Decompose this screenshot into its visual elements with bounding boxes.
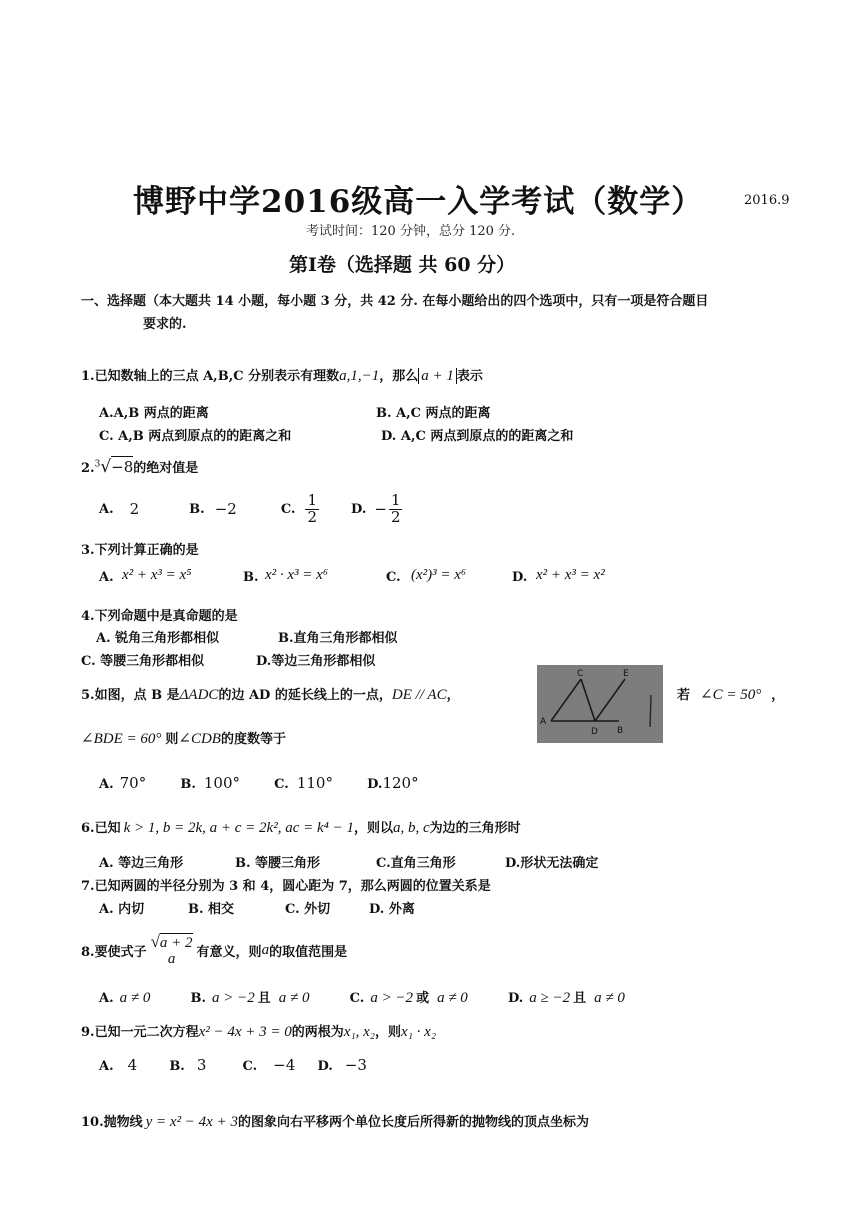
q2-option-d-fraction bbox=[389, 490, 403, 526]
section-title: 第Ⅰ卷（选择题 共 60 分） bbox=[289, 254, 516, 276]
q9-option-c-label: C. bbox=[242, 1059, 258, 1074]
q4-option-d: D.等边三角形都相似 bbox=[256, 654, 376, 669]
q8-fraction bbox=[149, 933, 195, 968]
q5-stem-suffix: 的度数等于 bbox=[220, 732, 286, 747]
q8-option-d-label: D. bbox=[507, 991, 524, 1006]
q8-numerator bbox=[149, 933, 195, 952]
q6-stem-mid: ，则以 bbox=[353, 821, 393, 836]
q5-parallel: DE // AC bbox=[391, 687, 447, 703]
q9-roots: x₁, x₂ bbox=[343, 1024, 376, 1040]
q3-option-b-label: B. bbox=[243, 570, 259, 585]
q5-stem-line-2 bbox=[81, 728, 286, 748]
q2-option-a-label: A. bbox=[99, 501, 114, 517]
q5-angle-cdb: ∠CDB bbox=[178, 731, 221, 747]
q8-stem-prefix: 8.要使式子 bbox=[81, 944, 147, 960]
q10-equation: y = x² − 4x + 3 bbox=[145, 1114, 238, 1130]
q1-option-a: A.A,B 两点的距离 bbox=[99, 406, 209, 421]
q8-option-c-expr-1: a > −2 bbox=[370, 990, 414, 1006]
question-9-stem bbox=[81, 1021, 436, 1041]
q8-option-a-label: A. bbox=[99, 991, 114, 1006]
q1-vars: a,1,−1 bbox=[339, 368, 380, 384]
instruction-line-2: 要求的. bbox=[143, 317, 187, 332]
q9-equation: x² − 4x + 3 = 0 bbox=[198, 1024, 292, 1040]
q1-stem-prefix: 1.已知数轴上的三点 A,B,C 分别表示有理数 bbox=[81, 369, 340, 384]
q5-option-c-value: 110° bbox=[296, 774, 333, 792]
q8-var: a bbox=[261, 941, 270, 958]
q8-option-b-and: 且 bbox=[257, 991, 271, 1006]
question-1-stem bbox=[81, 365, 483, 385]
question-10-stem bbox=[81, 1111, 589, 1131]
q5-condition bbox=[677, 684, 784, 704]
q5-comma: ， bbox=[446, 688, 460, 703]
q8-option-b-expr-2: a ≠ 0 bbox=[278, 990, 310, 1006]
q2-option-a-value: 2 bbox=[129, 500, 140, 518]
q5-then-word: 则 bbox=[165, 732, 179, 747]
q6-stem-prefix: 6.已知 bbox=[81, 821, 121, 836]
q8-denominator: a bbox=[167, 950, 176, 967]
q4-option-a: A. 锐角三角形都相似 bbox=[96, 631, 220, 646]
q1-stem-mid: ，那么 bbox=[379, 369, 419, 384]
q8-stem-suffix: 的取值范围是 bbox=[269, 944, 348, 960]
q4-option-b: B.直角三角形都相似 bbox=[278, 631, 398, 646]
q8-option-d-and: 且 bbox=[573, 991, 587, 1006]
triangle-diagram-icon bbox=[537, 665, 663, 743]
q5-option-b-label: B. bbox=[180, 777, 196, 792]
q8-stem-mid: 有意义，则 bbox=[196, 944, 262, 960]
question-8-stem bbox=[81, 929, 347, 971]
exam-subtitle: 考试时间：120 分钟，总分 120 分. bbox=[306, 224, 516, 239]
q3-option-d-label: D. bbox=[512, 570, 528, 585]
q5-option-a-value: 70° bbox=[119, 774, 147, 792]
q5-stem-prefix: 5.如图，点 B 是 bbox=[81, 688, 180, 703]
q2-option-c-numerator: 1 bbox=[307, 490, 318, 509]
question-5-stem bbox=[81, 684, 460, 704]
fig-label-c: C bbox=[577, 669, 584, 679]
q6-sides: a, b, c bbox=[392, 820, 430, 836]
q8-option-b-expr-1: a > −2 bbox=[212, 990, 255, 1006]
q5-option-d-value: 120° bbox=[382, 774, 419, 792]
q3-option-a-label: A. bbox=[99, 570, 114, 585]
q9-stem-then: ，则 bbox=[375, 1025, 402, 1040]
q2-stem-text: 的绝对值是 bbox=[133, 461, 199, 476]
q8-option-a-expr: a ≠ 0 bbox=[119, 990, 151, 1006]
q2-radicand: −8 bbox=[111, 458, 134, 476]
q9-option-b-label: B. bbox=[169, 1059, 185, 1074]
q5-option-d-label: D. bbox=[367, 777, 383, 792]
q5-options bbox=[99, 774, 419, 792]
q8-option-d-expr-1: a ≥ −2 bbox=[529, 990, 571, 1006]
q3-option-c-label: C. bbox=[386, 570, 401, 585]
q8-options bbox=[99, 987, 625, 1007]
q10-stem-prefix: 10.抛物线 bbox=[81, 1115, 143, 1130]
q5-option-a-label: A. bbox=[99, 777, 114, 792]
q2-option-c-label: C. bbox=[280, 501, 296, 517]
q9-stem-prefix: 9.已知一元二次方程 bbox=[81, 1025, 199, 1040]
q2-root-index: 3 bbox=[94, 459, 101, 470]
q5-angle-bde: ∠BDE = 60° bbox=[81, 731, 162, 747]
q9-option-b-value: 3 bbox=[196, 1056, 207, 1074]
q1-option-b: B. A,C 两点的距离 bbox=[376, 406, 491, 421]
q6-condition: k > 1, b = 2k, a + c = 2k², ac = k⁴ − 1 bbox=[123, 820, 354, 836]
q7-option-d: D. 外离 bbox=[369, 902, 415, 917]
q3-option-d-expr: x² + x³ = x² bbox=[536, 567, 605, 583]
q7-option-b: B. 相交 bbox=[188, 902, 235, 917]
fig-label-b: B bbox=[617, 726, 624, 736]
q2-option-b-label: B. bbox=[189, 501, 205, 517]
q4-option-c: C. 等腰三角形都相似 bbox=[81, 654, 205, 669]
q6-option-a: A. 等边三角形 bbox=[99, 856, 184, 871]
q6-option-b: B. 等腰三角形 bbox=[235, 856, 321, 871]
q1-abs-expression: a + 1 bbox=[418, 368, 457, 384]
q9-option-a-label: A. bbox=[99, 1059, 114, 1074]
fig-label-d: D bbox=[591, 727, 598, 737]
exam-title: 博野中学2016级高一入学考试（数学） bbox=[133, 184, 704, 220]
q9-options bbox=[99, 1056, 367, 1074]
q5-comma-2: ， bbox=[771, 688, 785, 703]
q8-option-b-label: B. bbox=[190, 991, 207, 1006]
q8-option-c-label: C. bbox=[349, 991, 365, 1006]
q5-option-b-value: 100° bbox=[203, 774, 241, 792]
q8-option-d-expr-2: a ≠ 0 bbox=[594, 990, 625, 1006]
q8-radicand: a + 2 bbox=[159, 934, 193, 951]
q5-triangle: ΔADC bbox=[179, 687, 219, 703]
q3-option-a-expr: x² + x³ = x⁵ bbox=[122, 567, 192, 583]
question-6-stem bbox=[81, 817, 521, 837]
q2-option-d-label: D. bbox=[351, 501, 367, 517]
q7-option-a: A. 内切 bbox=[99, 902, 145, 917]
q5-if-word: 若 bbox=[677, 688, 691, 703]
q5-stem-mid: 的边 AD 的延长线上的一点， bbox=[218, 688, 392, 703]
q2-option-c-fraction bbox=[305, 490, 319, 526]
radical-sign-icon: √ bbox=[100, 457, 112, 477]
q9-option-c-value: −4 bbox=[273, 1056, 296, 1074]
q9-product: x₁ · x₂ bbox=[401, 1024, 437, 1040]
radical-sign-icon: √ bbox=[150, 931, 160, 951]
q2-option-d-sign: − bbox=[374, 500, 387, 518]
fig-label-e: E bbox=[623, 669, 629, 679]
q10-stem-suffix: 的图象向右平移两个单位长度后所得新的抛物线的顶点坐标为 bbox=[237, 1115, 589, 1130]
q2-option-d-numerator: 1 bbox=[390, 490, 401, 509]
q2-option-d-denominator: 2 bbox=[390, 507, 401, 526]
q8-option-c-expr-2: a ≠ 0 bbox=[437, 990, 468, 1006]
instruction-line-1: 一、选择题（本大题共 14 小题，每小题 3 分，共 42 分. 在每小题给出的四个选项中，只有一项是符合题目 bbox=[81, 294, 709, 309]
exam-date: 2016.9 bbox=[744, 193, 790, 208]
q1-stem-suffix: 表示 bbox=[456, 369, 483, 384]
q6-option-d: D.形状无法确定 bbox=[505, 856, 599, 871]
q1-option-c: C. A,B 两点到原点的的距离之和 bbox=[99, 429, 292, 444]
geometry-figure bbox=[537, 665, 663, 743]
q1-option-d: D. A,C 两点到原点的的距离之和 bbox=[381, 429, 574, 444]
q9-stem-mid: 的两根为 bbox=[291, 1025, 344, 1040]
q7-option-c: C. 外切 bbox=[285, 902, 331, 917]
q3-option-c-expr: (x²)³ = x⁶ bbox=[411, 567, 467, 583]
q5-option-c-label: C. bbox=[274, 777, 289, 792]
q8-option-c-or: 或 bbox=[416, 991, 430, 1006]
q6-stem-suffix: 为边的三角形时 bbox=[429, 821, 521, 836]
q9-option-d-value: −3 bbox=[344, 1056, 367, 1074]
question-2-stem bbox=[81, 457, 198, 477]
fig-label-a: A bbox=[540, 717, 547, 727]
q3-option-b-expr: x² · x³ = x⁶ bbox=[265, 567, 329, 583]
q9-option-d-label: D. bbox=[317, 1059, 333, 1074]
q2-option-b-value: −2 bbox=[214, 500, 237, 518]
q9-option-a-value: 4 bbox=[127, 1056, 138, 1074]
q2-options bbox=[99, 490, 404, 528]
q2-option-c-denominator: 2 bbox=[307, 507, 318, 526]
q6-option-c: C.直角三角形 bbox=[376, 856, 456, 871]
question-4-stem: 4.下列命题中是真命题的是 bbox=[81, 609, 238, 624]
q2-number: 2. bbox=[81, 461, 95, 476]
q5-angle-c: ∠C = 50° bbox=[700, 687, 762, 703]
question-3-stem: 3.下列计算正确的是 bbox=[81, 543, 199, 558]
question-7-stem: 7.已知两圆的半径分别为 3 和 4，圆心距为 7，那么两圆的位置关系是 bbox=[81, 879, 491, 894]
